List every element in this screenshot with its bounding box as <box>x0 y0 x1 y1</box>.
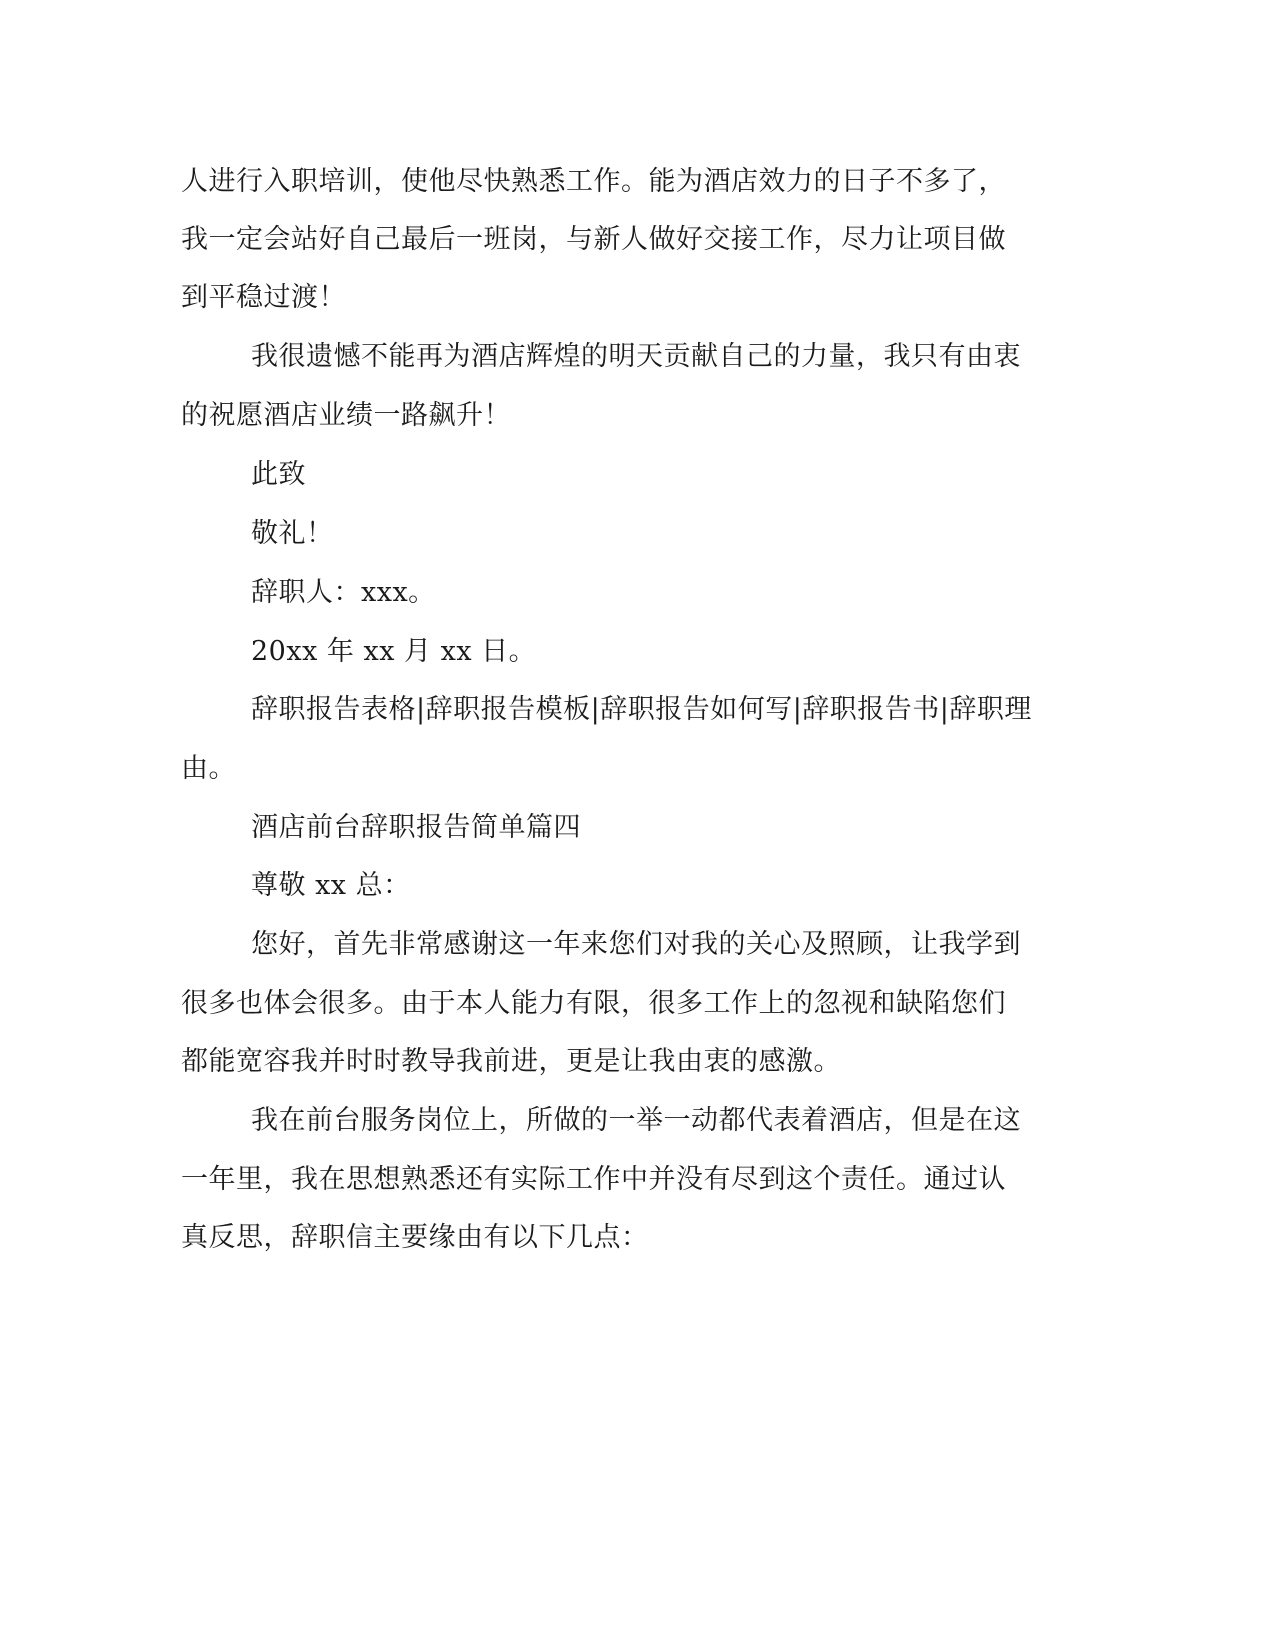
letter-greeting: 尊敬 xx 总： <box>251 870 411 901</box>
paragraph-line: 的祝愿酒店业绩一路飙升！ <box>181 400 511 431</box>
related-links-line: 辞职报告表格|辞职报告模板|辞职报告如何写|辞职报告书|辞职理 <box>251 694 1032 725</box>
date-line: 20xx 年 xx 月 xx 日。 <box>251 636 537 667</box>
closing-regards: 敬礼！ <box>251 518 334 549</box>
paragraph-line: 人进行入职培训，使他尽快熟悉工作。能为酒店效力的日子不多了， <box>181 166 1006 197</box>
paragraph-line: 一年里，我在思想熟悉还有实际工作中并没有尽到这个责任。通过认 <box>181 1164 1006 1195</box>
section-title: 酒店前台辞职报告简单篇四 <box>251 812 581 843</box>
paragraph-line: 都能宽容我并时时教导我前进，更是让我由衷的感激。 <box>181 1046 841 1077</box>
paragraph-line: 真反思，辞职信主要缘由有以下几点： <box>181 1222 649 1253</box>
paragraph-line: 到平稳过渡！ <box>181 282 346 313</box>
paragraph-line: 我在前台服务岗位上，所做的一举一动都代表着酒店，但是在这 <box>251 1105 1021 1136</box>
paragraph-line: 我一定会站好自己最后一班岗，与新人做好交接工作，尽力让项目做 <box>181 224 1006 255</box>
signer-line: 辞职人：xxx。 <box>251 577 436 608</box>
related-links-line: 由。 <box>181 753 236 784</box>
closing-salutation: 此致 <box>251 459 306 490</box>
paragraph-line: 您好，首先非常感谢这一年来您们对我的关心及照顾，让我学到 <box>251 929 1021 960</box>
paragraph-line: 我很遗憾不能再为酒店辉煌的明天贡献自己的力量，我只有由衷 <box>251 341 1021 372</box>
paragraph-line: 很多也体会很多。由于本人能力有限，很多工作上的忽视和缺陷您们 <box>181 988 1006 1019</box>
